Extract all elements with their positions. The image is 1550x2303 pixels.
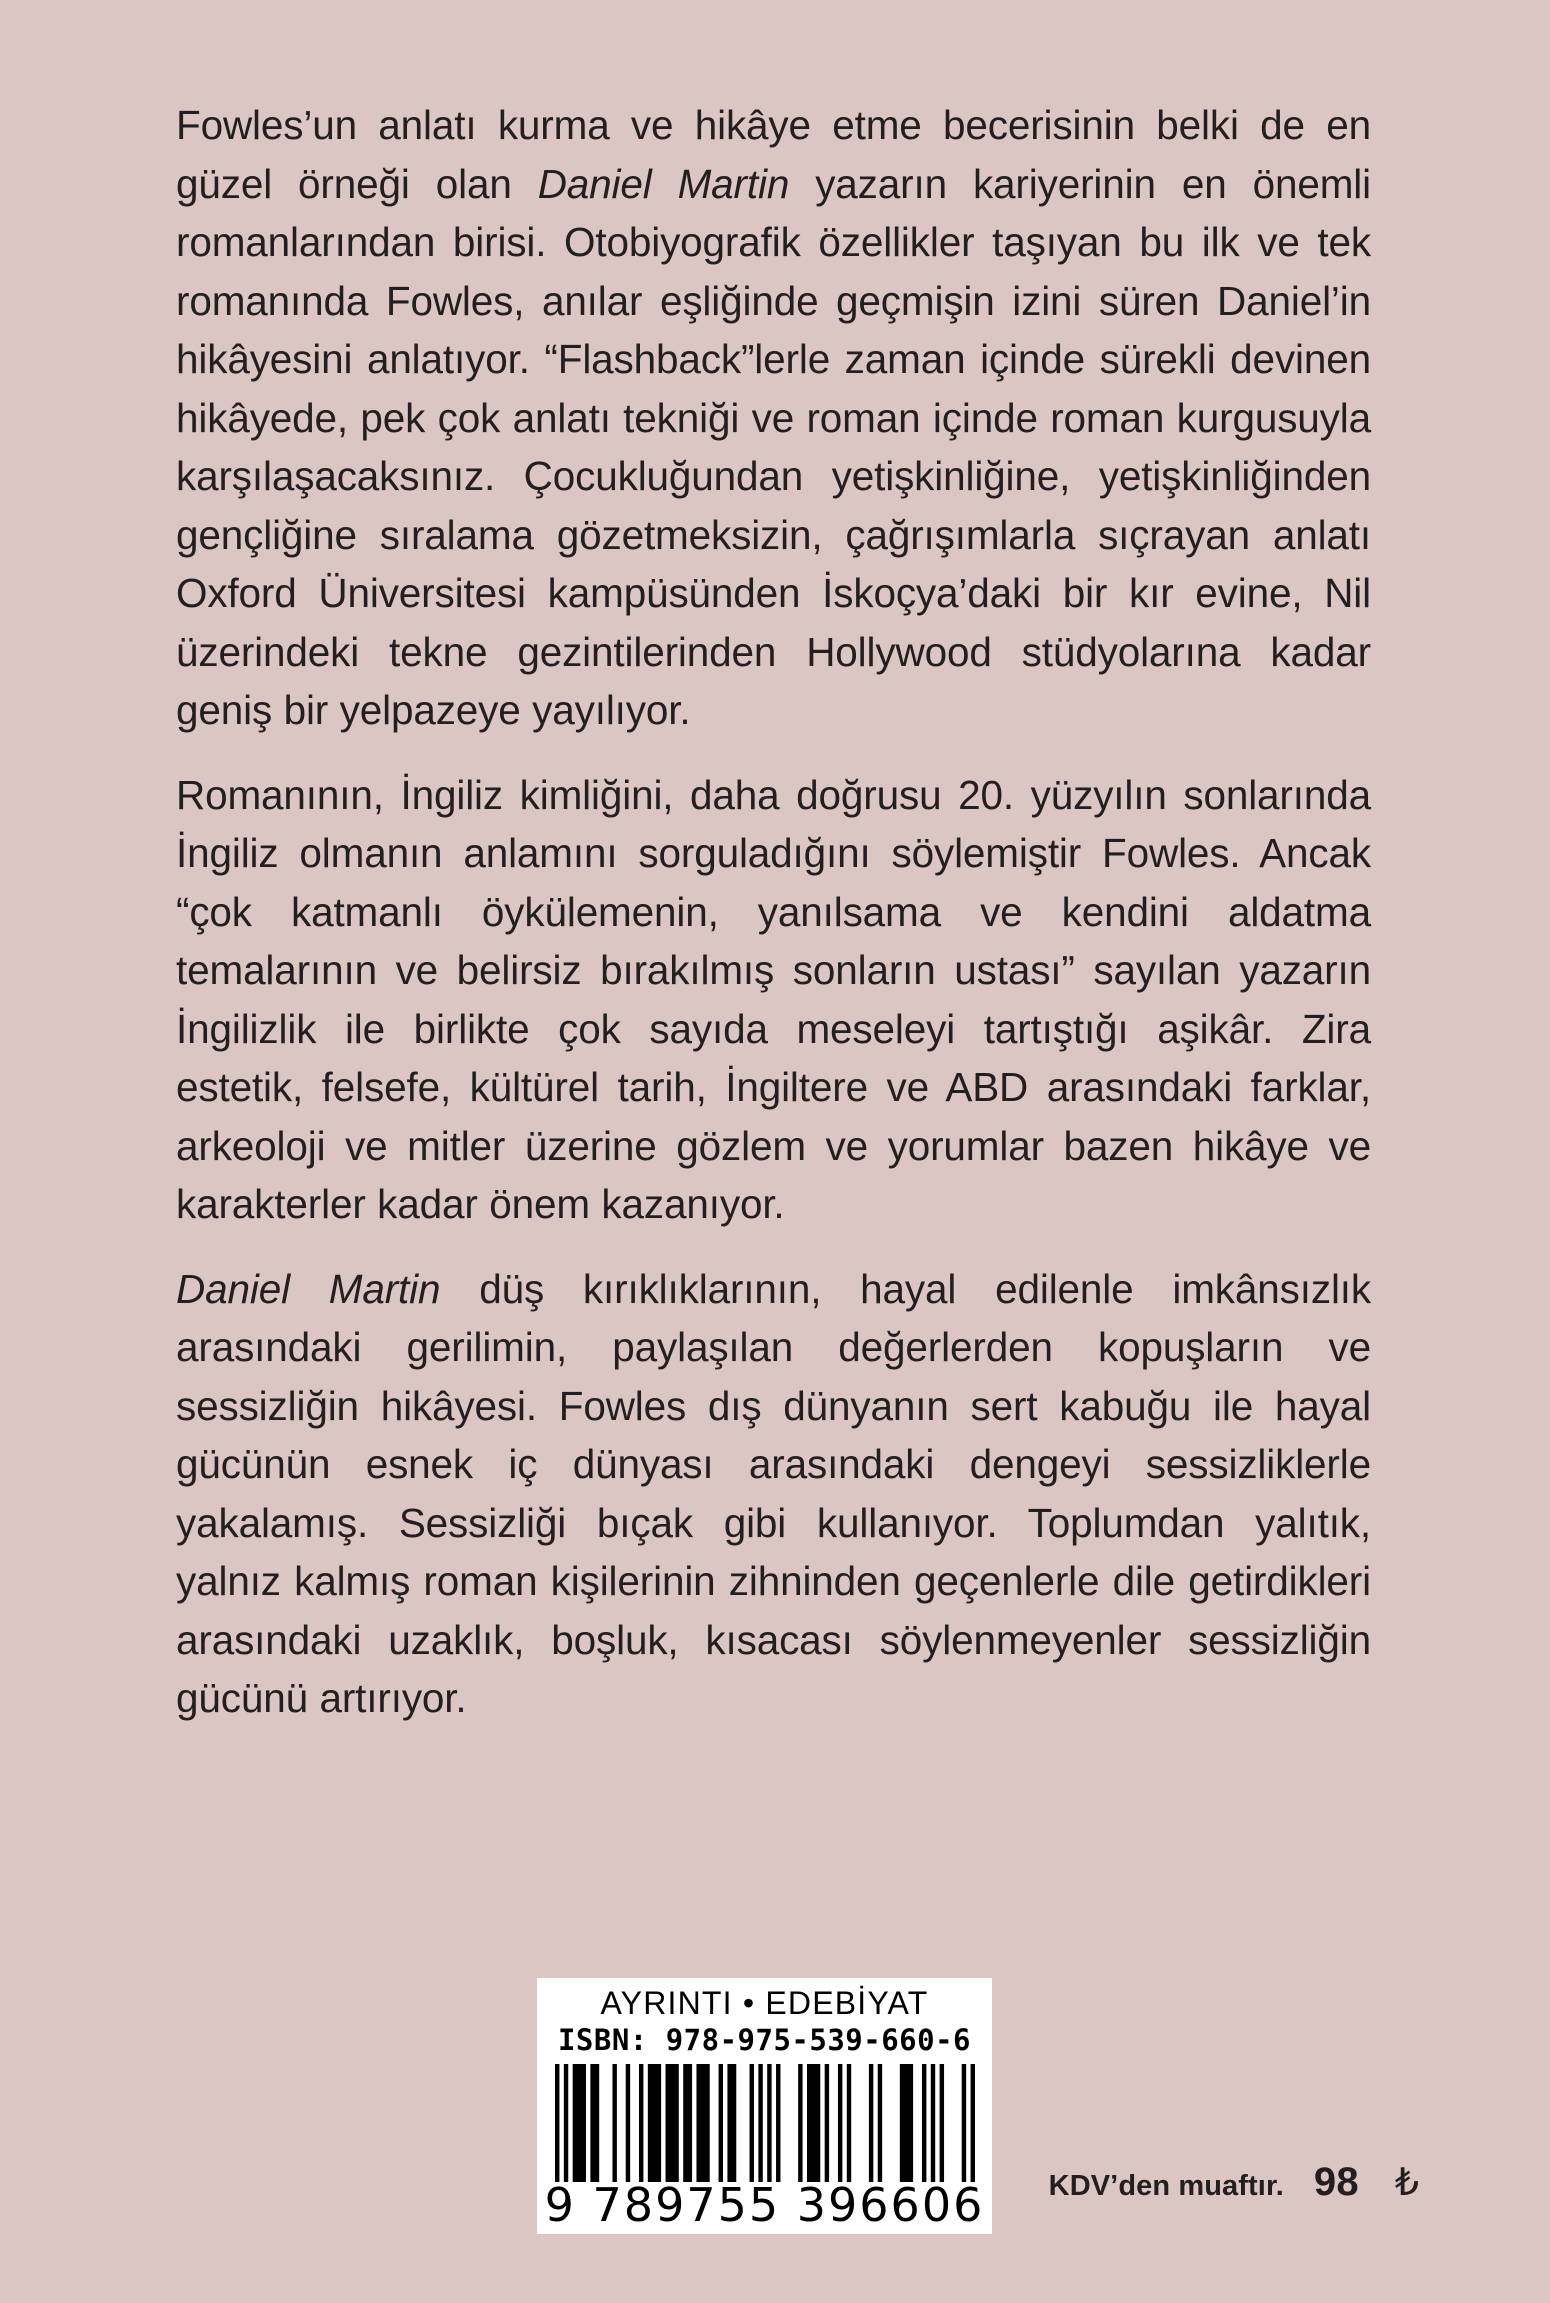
- isbn-label: ISBN: 978-975-539-660-6: [557, 2023, 972, 2057]
- tax-note: KDV’den muaftır.: [1048, 2170, 1284, 2202]
- text-run: Fowles’un anlatı kurma ve hikâye etme becerisinin belki de en güzel örneği olan: [176, 102, 1371, 207]
- blurb-paragraph-3: [176, 1260, 1371, 1728]
- book-title-italic: Daniel Martin: [176, 1265, 441, 1312]
- price-row: [1049, 2160, 1419, 2205]
- text-run: yazarın kariyerinin en önemli romanlarından birisi. Otobiyografik özellikler taşıyan bu ilk ve tek romanında Fowles, anılar eşliğinde geçmişin izini süren Daniel’in hikâyesini anlatıyor. “Flashback”lerle zaman içinde sürekli devinen hikâyede, pek çok anlatı tekniği ve roman içinde roman kurgusuyla karşılaşacaksınız. Çocukluğundan yetişkinliğine, yetişkinliğinden gençliğine sıralama gözetmeksizin, çağrışımlarla sıçrayan anlatı Oxford Üniversitesi kampüsünden İskoçya’daki bir kır evine, Nil üzerindeki tekne gezintilerinden Hollywood stüdyolarına kadar geniş bir yelpazeye yayılıyor.: [176, 160, 1371, 733]
- blurb-paragraph-2: [176, 766, 1371, 1234]
- blurb-text-block: [176, 96, 1371, 1728]
- turkish-lira-icon: ₺: [1394, 2162, 1419, 2204]
- text-run: düş kırıklıklarının, hayal edilenle imkânsızlık arasındaki gerilimin, paylaşılan değerlerden kopuşların ve sessizliğin hikâyesi. Fowles dış dünyanın sert kabuğu ile hayal gücünün esnek iç dünyası arasındaki dengeyi sessizliklerle yakalamış. Sessizliği bıçak gibi kullanıyor. Toplumdan yalıtık, yalnız kalmış roman kişilerinin zihninden geçenlerle dile getirdikleri arasındaki uzaklık, boşluk, kısacası söylenmeyenler sessizliğin gücünü artırıyor.: [176, 1265, 1371, 1721]
- text-run: Romanının, İngiliz kimliğini, daha doğrusu 20. yüzyılın sonlarında İngiliz olmanın anlamını sorguladığını söylemiştir Fowles. Ancak “çok katmanlı öykülemenin, yanılsama ve kendini aldatma temalarının ve belirsiz bırakılmış sonların ustası” sayılan yazarın İngilizlik ile birlikte çok sayıda meseleyi tartıştığı aşikâr. Zira estetik, felsefe, kültürel tarih, İngiltere ve ABD arasındaki farklar, arkeoloji ve mitler üzerine gözlem ve yorumlar bazen hikâye ve karakterler kadar önem kazanıyor.: [176, 771, 1371, 1227]
- imprint-label: AYRINTI • EDEBİYAT: [600, 1985, 929, 2021]
- ean13-barcode-icon: [555, 2064, 975, 2182]
- isbn-barcode-block: [537, 1978, 992, 2234]
- price-amount: 98: [1313, 2160, 1359, 2204]
- ean-digits: 9 789755 396606: [544, 2178, 985, 2232]
- blurb-paragraph-1: [176, 96, 1371, 740]
- book-title-italic: Daniel Martin: [537, 160, 790, 207]
